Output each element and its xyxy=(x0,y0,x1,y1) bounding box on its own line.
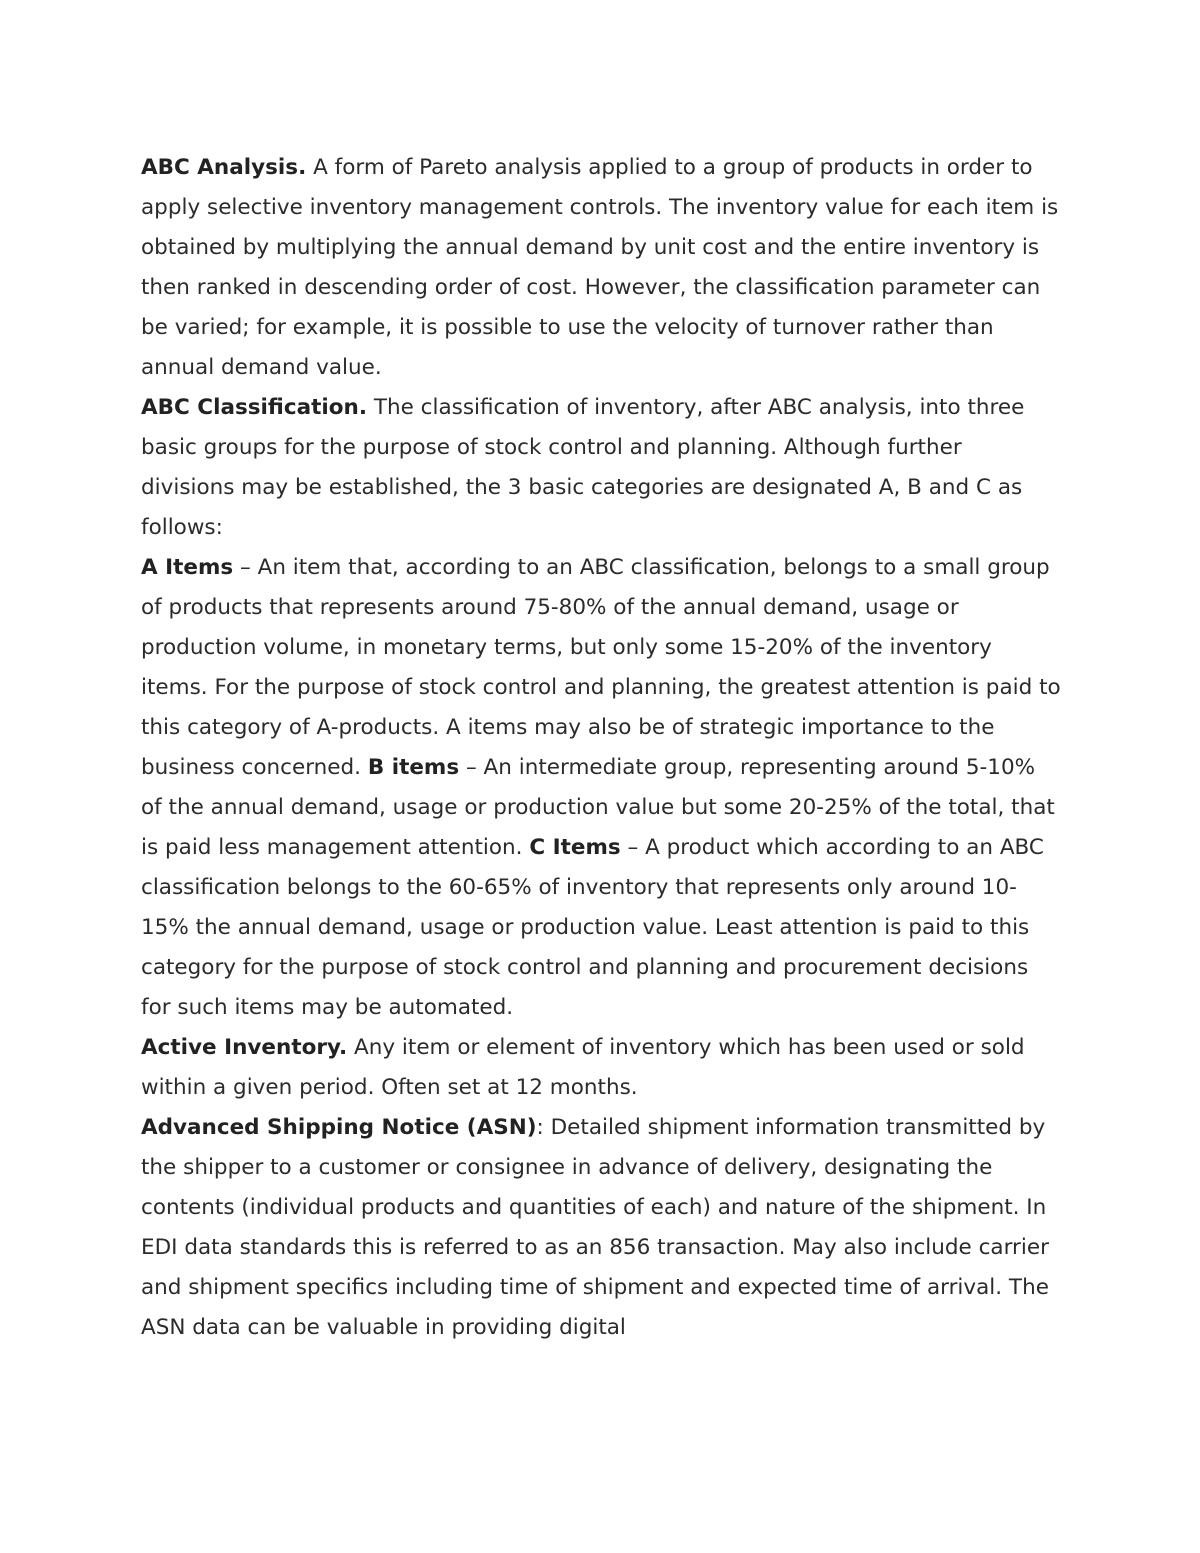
term-abc-analysis: ABC Analysis. xyxy=(141,155,307,180)
document-body xyxy=(141,148,1061,1348)
term-advanced-shipping-notice: Advanced Shipping Notice (ASN) xyxy=(141,1115,537,1140)
term-active-inventory: Active Inventory. xyxy=(141,1035,348,1060)
definition-abc-classification: The classification of inventory, after ABC analysis, into three basic groups for the purpose of stock control and planning. Although further divisions may be established, the 3 basic categories are designated A, B and C as follows: xyxy=(141,395,1025,540)
term-abc-classification: ABC Classification. xyxy=(141,395,367,420)
entry-active-inventory xyxy=(141,1028,1061,1108)
term-a-items: A Items xyxy=(141,555,234,580)
definition-b-items: – An intermediate group, representing around 5-10% of the annual demand, usage or production value but some 20-25% of the total, that is paid less management attention. xyxy=(141,755,1055,860)
entry-abc-items xyxy=(141,548,1061,1028)
definition-abc-analysis: A form of Pareto analysis applied to a group of products in order to apply selective inventory management controls. The inventory value for each item is obtained by multiplying the annual demand by unit cost and the entire inventory is then ranked in descending order of cost. However, the classification parameter can be varied; for example, it is possible to use the velocity of turnover rather than annual demand value. xyxy=(141,155,1059,380)
definition-a-items: – An item that, according to an ABC classification, belongs to a small group of products that represents around 75-80% of the annual demand, usage or production volume, in monetary terms, but only some 15-20% of the inventory items. For the purpose of stock control and planning, the greatest attention is paid to this category of A-products. A items may also be of strategic importance to the business concerned. xyxy=(141,555,1061,780)
definition-advanced-shipping-notice: : Detailed shipment information transmitted by the shipper to a customer or consignee in advance of delivery, designating the contents (individual products and quantities of each) and nature of the shipment. In EDI data standards this is referred to as an 856 transaction. May also include carrier and shipment specifics including time of shipment and expected time of arrival. The ASN data can be valuable in providing digital xyxy=(141,1115,1049,1340)
term-c-items: C Items xyxy=(529,835,621,860)
entry-abc-analysis xyxy=(141,148,1061,388)
definition-active-inventory: Any item or element of inventory which has been used or sold within a given period. Often set at 12 months. xyxy=(141,1035,1025,1100)
entry-abc-classification xyxy=(141,388,1061,548)
term-b-items: B items xyxy=(367,755,460,780)
entry-advanced-shipping-notice xyxy=(141,1108,1061,1348)
definition-c-items: – A product which according to an ABC classification belongs to the 60-65% of inventory that represents only around 10-15% the annual demand, usage or production value. Least attention is paid to this category for the purpose of stock control and planning and procurement decisions for such items may be automated. xyxy=(141,835,1044,1020)
